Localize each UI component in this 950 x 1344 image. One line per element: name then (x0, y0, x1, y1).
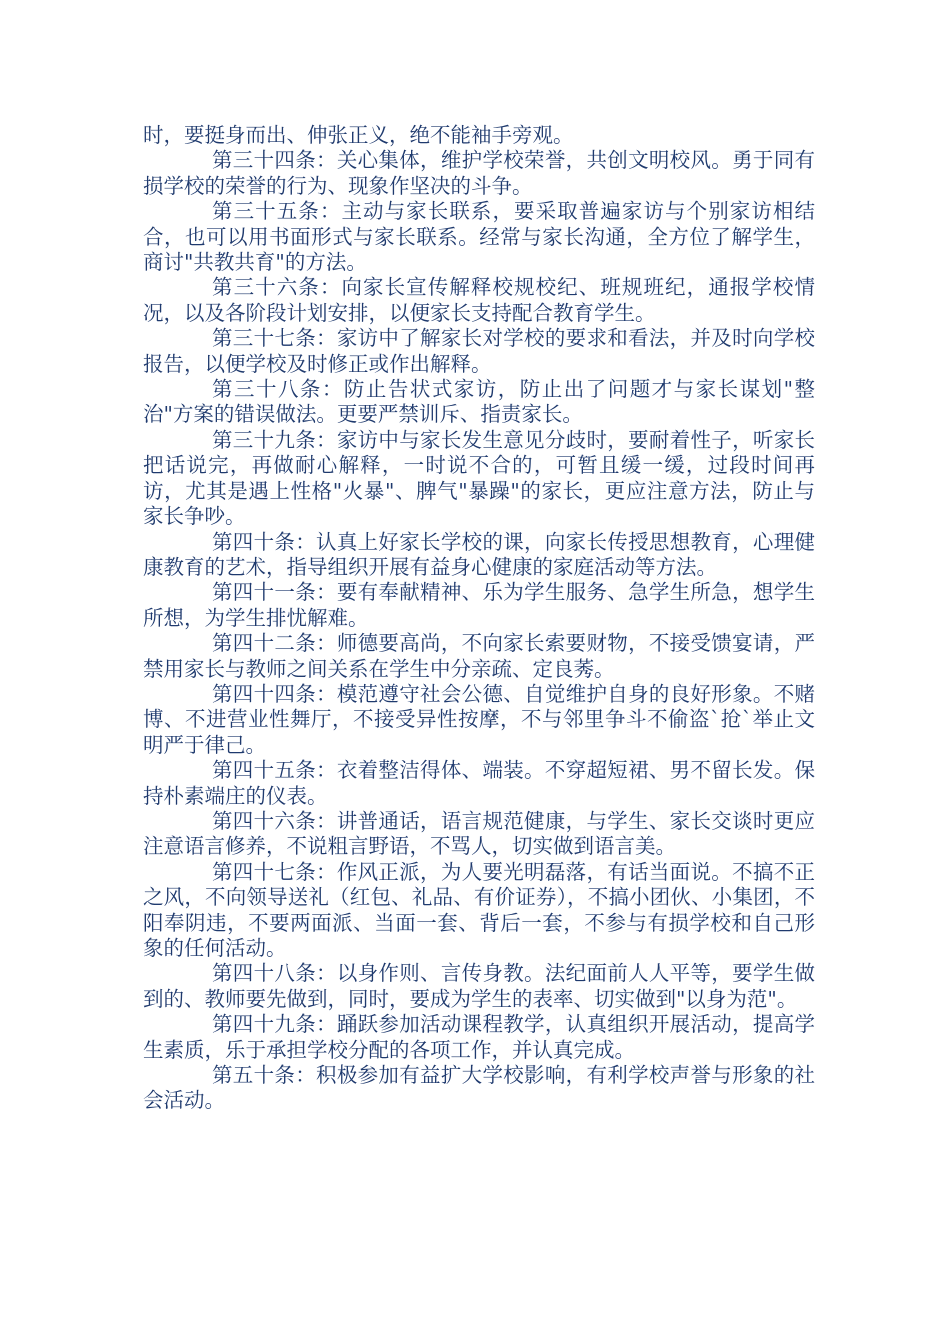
document-body (143, 123, 815, 1114)
article-38: 第三十八条：防止告状式家访，防止出了问题才与家长谋划"整治"方案的错误做法。更要严禁训斥、指责家长。 (143, 377, 815, 427)
article-48: 第四十八条：以身作则、言传身教。法纪面前人人平等，要学生做到的、教师要先做到，同时，要成为学生的表率、切实做到"以身为范"。 (143, 961, 815, 1011)
article-46: 第四十六条：讲普通话，语言规范健康，与学生、家长交谈时更应注意语言修养，不说粗言野语，不骂人，切实做到语言美。 (143, 808, 815, 859)
article-35: 第三十五条：主动与家长联系，要采取普遍家访与个别家访相结合，也可以用书面形式与家长联系。经常与家长沟通，全方位了解学生，商讨"共教共育"的方法。 (143, 199, 815, 275)
article-45: 第四十五条：衣着整洁得体、端装。不穿超短裙、男不留长发。保持朴素端庄的仪表。 (143, 758, 815, 808)
article-50: 第五十条：积极参加有益扩大学校影响，有利学校声誉与形象的社会活动。 (143, 1063, 815, 1113)
article-49: 第四十九条：踊跃参加活动课程教学，认真组织开展活动，提高学生素质，乐于承担学校分配的各项工作，并认真完成。 (143, 1012, 815, 1062)
article-42: 第四十二条：师德要高尚，不向家长索要财物，不接受馈宴请，严禁用家长与教师之间关系在学生中分亲疏、定良莠。 (143, 631, 815, 681)
article-37: 第三十七条：家访中了解家长对学校的要求和看法，并及时向学校报告，以便学校及时修正或作出解释。 (143, 326, 815, 376)
article-41: 第四十一条：要有奉献精神、乐为学生服务、急学生所急，想学生所想，为学生排忧解难。 (143, 580, 815, 630)
article-36: 第三十六条：向家长宣传解释校规校纪、班规班纪，通报学校情况，以及各阶段计划安排，以便家长支持配合教育学生。 (143, 275, 815, 325)
article-34: 第三十四条：关心集体，维护学校荣誉，共创文明校风。勇于同有损学校的荣誉的行为、现象作坚决的斗争。 (143, 148, 815, 198)
article-47: 第四十七条：作风正派，为人要光明磊落，有话当面说。不搞不正之风，不向领导送礼（红包、礼品、有价证券），不搞小团伙、小集团，不阳奉阴违，不要两面派、当面一套、背后一套，不参与有损学校和自己形象的任何活动。 (143, 859, 815, 960)
paragraph-continuation: 时，要挺身而出、伸张正义，绝不能袖手旁观。 (143, 123, 574, 147)
article-44: 第四十四条：模范遵守社会公德、自觉维护自身的良好形象。不赌博、不进营业性舞厅，不接受异性按摩，不与邻里争斗不偷盗`抢`举止文明严于律己。 (143, 681, 815, 757)
article-40: 第四十条：认真上好家长学校的课，向家长传授思想教育，心理健康教育的艺术，指导组织开展有益身心健康的家庭活动等方法。 (143, 529, 815, 579)
article-39: 第三十九条：家访中与家长发生意见分歧时，要耐着性子，听家长把话说完，再做耐心解释，一时说不合的，可暂且缓一缓，过段时间再访，尤其是遇上性格"火暴"、脾气"暴躁"的家长，更应注意方法，防止与家长争吵。 (143, 427, 815, 529)
